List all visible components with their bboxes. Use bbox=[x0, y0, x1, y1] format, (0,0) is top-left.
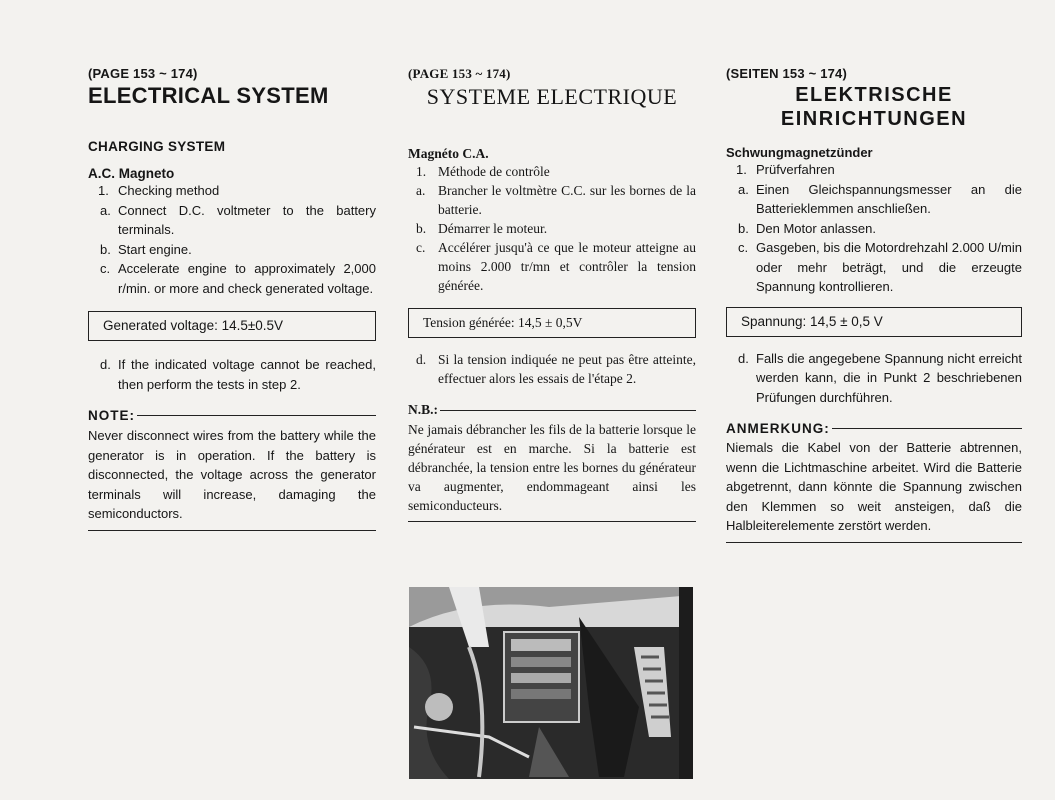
page-reference: (SEITEN 153 ~ 174) bbox=[726, 66, 848, 81]
page-title bbox=[726, 83, 1022, 131]
procedure-list bbox=[408, 162, 696, 295]
list-item bbox=[88, 259, 376, 298]
item-text: Connect D.C. voltmeter to the battery terminals. bbox=[118, 202, 376, 237]
item-letter: d. bbox=[100, 357, 111, 372]
item-letter: c. bbox=[738, 240, 749, 255]
item-letter: a. bbox=[416, 183, 426, 198]
item-text: Si la tension indiquée ne peut pas être atteinte, effectuer alors les essais de l'étape 2. bbox=[438, 352, 696, 386]
item-text: Den Motor anlassen. bbox=[756, 220, 876, 236]
item-text: If the indicated voltage cannot be reached, then perform the tests in step 2. bbox=[118, 357, 376, 392]
item-text: Démarrer le moteur. bbox=[438, 221, 548, 236]
list-item bbox=[726, 160, 1022, 180]
item-text: Méthode de contrôle bbox=[438, 164, 550, 179]
item-letter: c. bbox=[416, 240, 426, 255]
item-number: 1. bbox=[98, 183, 109, 198]
subsection-heading: Schwungmagnetzünder bbox=[726, 145, 873, 160]
list-item bbox=[726, 180, 1022, 219]
list-item bbox=[726, 219, 1022, 239]
spec-box: Spannung: 14,5 ± 0,5 V bbox=[726, 307, 1022, 337]
note-heading bbox=[408, 402, 696, 418]
note-text: Never disconnect wires from the battery while the generator is in operation. If the battery is disconnected, the voltage across the generator terminals will increase, damaging the semiconductors. bbox=[88, 426, 376, 531]
item-text: Start engine. bbox=[118, 241, 192, 257]
spec-box: Generated voltage: 14.5±0.5V bbox=[88, 311, 376, 341]
subsection-heading: Magnéto C.A. bbox=[408, 146, 489, 161]
list-item bbox=[408, 350, 696, 388]
note-heading bbox=[88, 408, 376, 423]
item-text: Accélérer jusqu'à ce que le moteur atteigne au moins 2.000 tr/mn et contrôler la tension générée. bbox=[438, 240, 696, 293]
item-letter: a. bbox=[738, 181, 749, 197]
divider bbox=[832, 428, 1022, 429]
item-letter: b. bbox=[738, 220, 749, 236]
magneto-photo bbox=[409, 587, 693, 779]
note-label: ANMERKUNG: bbox=[726, 421, 830, 436]
item-letter: b. bbox=[416, 221, 427, 236]
list-item bbox=[408, 162, 696, 181]
german-column bbox=[726, 64, 1022, 543]
item-text: Falls die angegebene Spannung nicht erreicht werden kann, die in Punkt 2 beschriebenen Prüfungen durchführen. bbox=[756, 350, 1022, 405]
procedure-list bbox=[408, 350, 696, 388]
note-text: Niemals die Kabel von der Batterie abtrennen, wenn die Lichtmaschine arbeitet. Wird die Batterie abgetrennt, dann könnte die Spannung zwischen den Klemmen so weit ansteigen, daß die Halbleiterelemente zerstört werden. bbox=[726, 438, 1022, 543]
list-item bbox=[88, 201, 376, 240]
list-item bbox=[726, 238, 1022, 297]
list-item bbox=[88, 240, 376, 260]
procedure-list bbox=[726, 349, 1022, 408]
list-item bbox=[88, 355, 376, 394]
title-line: EINRICHTUNGEN bbox=[780, 108, 968, 130]
item-letter: b. bbox=[100, 241, 111, 257]
list-item bbox=[88, 181, 376, 201]
procedure-list bbox=[88, 355, 376, 394]
item-number: 1. bbox=[416, 164, 427, 179]
engine-photo-image bbox=[409, 587, 693, 779]
item-letter: c. bbox=[100, 261, 111, 276]
spec-box: Tension générée: 14,5 ± 0,5V bbox=[408, 308, 696, 338]
item-text: Accelerate engine to approximately 2,000 r/min. or more and check generated voltage. bbox=[118, 261, 376, 296]
item-letter: a. bbox=[100, 202, 111, 218]
list-item bbox=[408, 219, 696, 238]
item-number: 1. bbox=[736, 162, 747, 177]
item-text: Checking method bbox=[118, 183, 220, 198]
list-item bbox=[408, 181, 696, 219]
page-reference: (PAGE 153 ~ 174) bbox=[408, 66, 511, 81]
subsection-heading: A.C. Magneto bbox=[88, 166, 175, 181]
divider bbox=[440, 410, 696, 411]
list-item bbox=[408, 238, 696, 295]
note-text: Ne jamais débrancher les fils de la batterie lorsque le générateur est en marche. Si la batterie est débranchée, la tension entre les bornes du générateur va augmenter, endommageant ainsi les semiconducteurs. bbox=[408, 420, 696, 522]
title-line: ELEKTRISCHE bbox=[795, 84, 953, 106]
divider bbox=[137, 415, 376, 416]
procedure-list bbox=[88, 181, 376, 298]
page-title: ELECTRICAL SYSTEM bbox=[88, 83, 329, 108]
note-heading bbox=[726, 421, 1022, 436]
note-label: N.B.: bbox=[408, 402, 438, 417]
list-item bbox=[726, 349, 1022, 408]
english-column bbox=[88, 64, 376, 531]
note-label: NOTE: bbox=[88, 408, 135, 423]
page-title: SYSTEME ELECTRIQUE bbox=[426, 84, 678, 109]
item-text: Prüfverfahren bbox=[756, 162, 835, 177]
procedure-list bbox=[726, 160, 1022, 297]
section-heading: CHARGING SYSTEM bbox=[88, 139, 226, 154]
item-letter: d. bbox=[738, 350, 749, 366]
item-letter: d. bbox=[416, 352, 427, 367]
item-text: Brancher le voltmètre C.C. sur les bornes de la batterie. bbox=[438, 183, 696, 217]
french-column bbox=[408, 64, 696, 522]
item-text: Einen Gleichspannungsmesser an die Batterieklemmen anschließen. bbox=[756, 181, 1022, 216]
page-reference: (PAGE 153 ~ 174) bbox=[88, 66, 198, 81]
item-text: Gasgeben, bis die Motordrehzahl 2.000 U/min oder mehr beträgt, und die erzeugte Spannung kontrollieren. bbox=[756, 240, 1022, 294]
